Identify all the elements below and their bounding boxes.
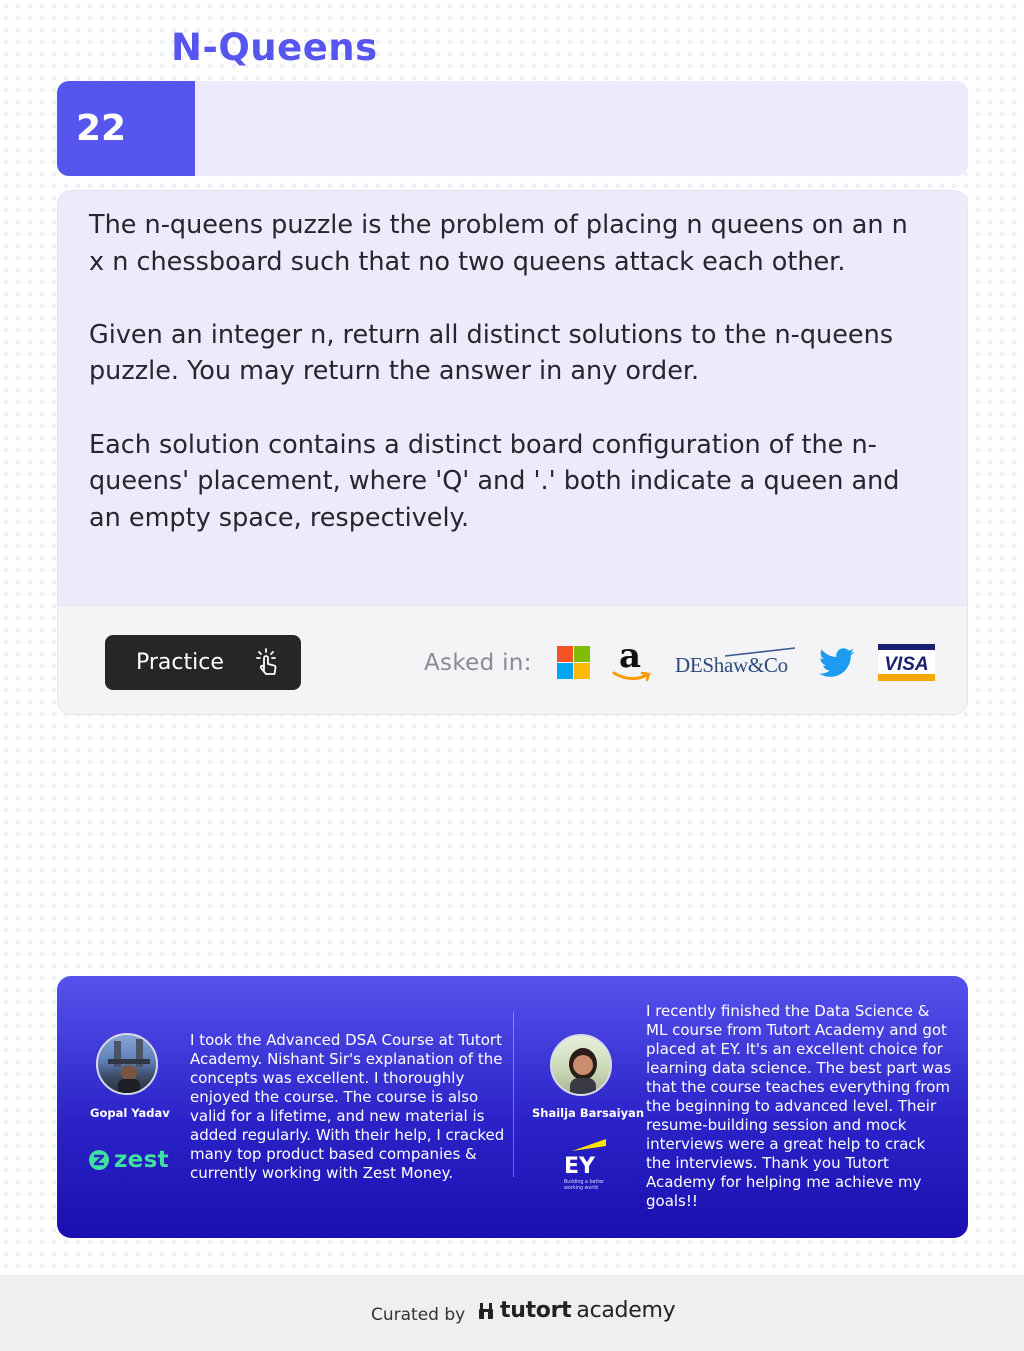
zest-logo-icon bbox=[88, 1147, 169, 1173]
problem-header bbox=[57, 81, 968, 176]
problem-description bbox=[58, 191, 967, 605]
ey-logo-icon bbox=[562, 1137, 612, 1193]
practice-button-label: Practice bbox=[136, 650, 224, 675]
practice-button[interactable] bbox=[105, 635, 301, 690]
title-background bbox=[195, 81, 968, 176]
number-accent bbox=[145, 81, 195, 176]
description-paragraph-1: The n-queens puzzle is the problem of placing n queens on an n x n chessboard such that no two queens attack each other. bbox=[89, 210, 908, 277]
card-footer bbox=[58, 605, 967, 714]
pointer-click-icon bbox=[255, 648, 281, 676]
microsoft-logo-icon bbox=[557, 646, 590, 679]
amazon-logo-icon: a bbox=[611, 640, 653, 686]
footer bbox=[0, 1275, 1024, 1351]
avatar-shailja-barsaiyan bbox=[550, 1034, 612, 1096]
testimonial-divider bbox=[513, 1012, 514, 1177]
visa-wordmark: VISA bbox=[884, 654, 929, 675]
deshaw-logo-icon bbox=[675, 644, 797, 680]
curated-by-label: Curated by bbox=[371, 1305, 466, 1325]
zest-wordmark: zest bbox=[114, 1147, 169, 1173]
twitter-logo-icon bbox=[819, 648, 855, 678]
testimonials-panel bbox=[57, 976, 968, 1238]
tutort-academy-logo bbox=[478, 1298, 675, 1323]
asked-in-label: Asked in: bbox=[424, 650, 532, 676]
problem-title: N-Queens bbox=[171, 26, 378, 69]
testimonial-quote-1: I took the Advanced DSA Course at Tutort Academy. Nishant Sir's explanation of the concepts was excellent. I thoroughly enjoyed the course. The course is also valid for a lifetime, and new material is added regularly. With their help, I cracked many top product based companies & currently working with Zest Money. bbox=[190, 1031, 505, 1182]
tutort-logo-icon bbox=[478, 1302, 494, 1320]
testimonial-name-2: Shailja Barsaiyan bbox=[532, 1106, 645, 1120]
problem-number: 22 bbox=[57, 81, 145, 176]
avatar-gopal-yadav bbox=[96, 1033, 158, 1095]
brand-academy: academy bbox=[576, 1298, 676, 1323]
description-paragraph-2: Given an integer n, return all distinct solutions to the n-queens puzzle. You may return the answer in any order. bbox=[89, 319, 894, 387]
brand-tutort: tutort bbox=[500, 1298, 572, 1323]
deshaw-wordmark: DEShaw&Co bbox=[675, 653, 788, 677]
ey-tagline: Building a better working world bbox=[564, 1180, 605, 1191]
testimonial-name-1: Gopal Yadav bbox=[90, 1106, 170, 1120]
description-paragraph-3: Each solution contains a distinct board configuration of the n-queens' placement, where 'Q' and '.' both indicate a queen and an empty space, respectively. bbox=[89, 429, 900, 533]
testimonial-quote-2: I recently finished the Data Science & ML course from Tutort Academy and got placed at EY. It's an excellent choice for learning data science. The best part was that the course teaches everything from the beginning to advanced level. Their resume-building session and mock interviews were a great help to crack the interviews. Thank you Tutort Academy for helping me achieve my goals!! bbox=[646, 1002, 952, 1210]
visa-logo-icon bbox=[878, 644, 935, 681]
ey-wordmark: EY bbox=[564, 1154, 595, 1179]
problem-card bbox=[57, 190, 968, 715]
